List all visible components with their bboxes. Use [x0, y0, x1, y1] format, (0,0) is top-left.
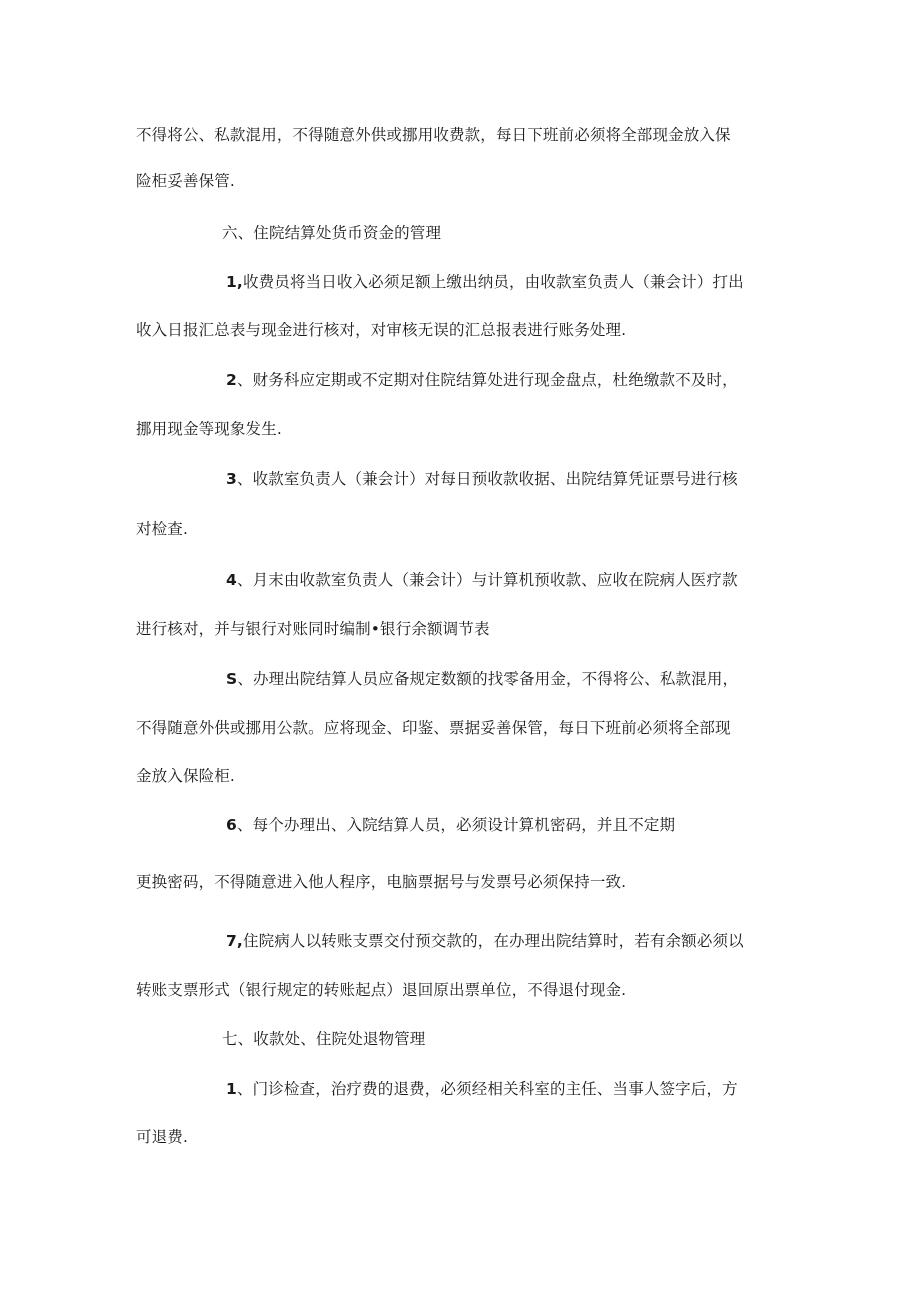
- item-number: 6: [226, 816, 237, 834]
- item-number: 1: [226, 1080, 237, 1098]
- list-item: [226, 930, 876, 952]
- item-number: 1,: [226, 273, 243, 291]
- paragraph-line: 金放入保险柜.: [136, 767, 235, 785]
- item-text: 、财务科应定期或不定期对住院结算处进行现金盘点，杜绝缴款不及时，: [236, 371, 738, 389]
- list-item: [226, 369, 876, 391]
- paragraph-line: 可退费.: [136, 1128, 189, 1146]
- list-item: [226, 668, 876, 690]
- item-number: 2: [226, 371, 237, 389]
- item-number: S: [226, 670, 238, 688]
- item-number: 7,: [226, 932, 243, 950]
- item-text: 、门诊检查，治疗费的退费，必须经相关科室的主任、当事人签字后，方: [236, 1080, 738, 1098]
- paragraph-line: 更换密码，不得随意进入他人程序，电脑票据号与发票号必须保持一致.: [136, 873, 627, 891]
- item-text: 、办理出院结算人员应备规定数额的找零备用金，不得将公、私款混用，: [237, 670, 739, 688]
- paragraph-line: 转账支票形式（银行规定的转账起点）退回原出票单位，不得退付现金.: [136, 981, 627, 999]
- item-text: 、月末由收款室负责人（兼会计）与计算机预收款、应收在院病人医疗款: [236, 571, 738, 589]
- paragraph-line: 进行核对，并与银行对账同时编制•银行余额调节表: [136, 620, 490, 638]
- section-heading: 六、住院结算处货币资金的管理: [222, 224, 442, 242]
- item-text: 收费员将当日收入必须足额上缴出纳员，由收款室负责人（兼会计）打出: [242, 273, 744, 291]
- list-item: [226, 271, 876, 293]
- item-text: 、收款室负责人（兼会计）对每日预收款收据、出院结算凭证票号进行核: [236, 470, 738, 488]
- list-item: [226, 569, 876, 591]
- list-item: [226, 814, 876, 836]
- paragraph-line: 挪用现金等现象发生.: [136, 420, 282, 438]
- item-text: 、每个办理出、入院结算人员，必须设计算机密码，并且不定期: [236, 816, 676, 834]
- section-heading: 七、收款处、住院处退物管理: [222, 1030, 426, 1048]
- paragraph-line: 不得将公、私款混用，不得随意外供或挪用收费款，每日下班前必须将全部现金放入保: [136, 126, 731, 144]
- list-item: [226, 468, 876, 490]
- item-number: 3: [226, 470, 237, 488]
- paragraph-line: 险柜妥善保管.: [136, 172, 235, 190]
- paragraph-line: 对检查.: [136, 520, 189, 538]
- paragraph-line: 不得随意外供或挪用公款。应将现金、印鉴、票据妥善保管，每日下班前必须将全部现: [136, 719, 731, 737]
- paragraph-line: 收入日报汇总表与现金进行核对，对审核无误的汇总报表进行账务处理.: [136, 321, 627, 339]
- item-text: 住院病人以转账支票交付预交款的，在办理出院结算时，若有余额必须以: [242, 932, 744, 950]
- list-item: [226, 1078, 876, 1100]
- item-number: 4: [226, 571, 237, 589]
